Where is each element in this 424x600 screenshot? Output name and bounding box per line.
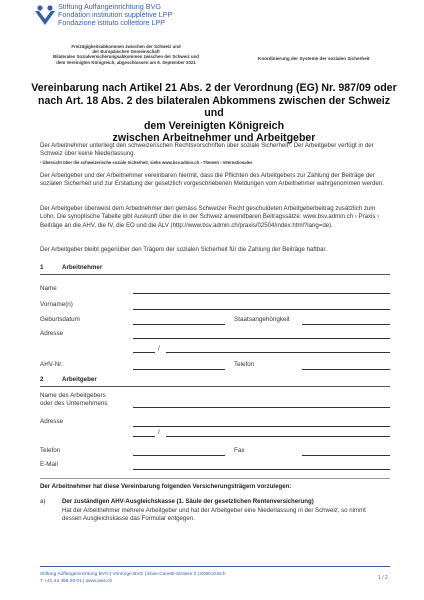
nationality-field[interactable] xyxy=(302,324,390,325)
employer-name-label xyxy=(40,392,108,408)
paragraph-duties: Der Arbeitgeber und der Arbeitnehmer vereinbaren hiermit, dass die Pflichten des Arbeitgebers zur Zahlung der Beiträge der sozialen Sicherheit und zur Erstattung der gesetzlich vorgeschriebenen Meldungen vom Arbeitnehmer wahrgenommen werden. xyxy=(40,172,384,188)
birthdate-field[interactable] xyxy=(133,324,225,325)
employee-name-field[interactable] xyxy=(133,293,390,294)
coordination-label: Koordinierung der Systeme der sozialen Sicherheit xyxy=(258,56,370,61)
footer-divider xyxy=(40,566,390,567)
title-line: Vereinbarung nach Artikel 21 Abs. 2 der Verordnung (EG) Nr. 987/09 oder xyxy=(31,82,397,94)
footnote: ¹ Übersicht über die schweizerische soziale Sicherheit, siehe www.bsv.admin.ch › Themen › Internationales xyxy=(40,160,253,165)
section2-divider xyxy=(40,386,390,387)
footer-line: Stiftung Auffangeinrichtung BVG | Vorsorge BVG | Elias-Canetti-Strasse 2 | 8050 Zürich xyxy=(40,572,226,577)
agreement-line: Bilaterales Sozialversicherungsabkommen zwischen der Schweiz und xyxy=(53,54,199,60)
section1-divider xyxy=(40,274,390,275)
employee-address-label: Adresse xyxy=(40,330,64,337)
employer-address-label: Adresse xyxy=(40,418,64,425)
footer xyxy=(40,571,226,585)
employer-address-field[interactable] xyxy=(133,426,390,427)
address-separator: / xyxy=(158,345,160,352)
employer-name-label-line: Name des Arbeitgebers xyxy=(40,392,106,399)
employee-phone-field[interactable] xyxy=(302,369,390,370)
birthdate-label: Geburtsdatum xyxy=(40,316,80,323)
employee-name-label: Name xyxy=(40,285,57,292)
employer-name-label-line: oder des Unternehmens xyxy=(40,400,108,407)
employer-email-field[interactable] xyxy=(133,469,390,470)
item-text: Hat der Arbeitnehmer mehrere Arbeitgeber und hat der Arbeitgeber eine Niederlassung in der Schweiz, so nimmt dessen Ausgleichskasse das Formular entgegen. xyxy=(62,507,366,523)
employer-fax-label: Fax xyxy=(234,447,245,454)
employer-email-label: E-Mail xyxy=(40,461,58,468)
employee-city-field[interactable] xyxy=(166,352,390,353)
ahv-number-label: AHV-Nr. xyxy=(40,361,63,368)
title-line: zwischen Arbeitnehmer und Arbeitgeber xyxy=(112,132,316,145)
section2-number: 2 xyxy=(40,376,44,383)
nationality-label: Staatsangehörigkeit xyxy=(234,316,290,323)
agreements-header xyxy=(41,44,211,65)
logo-line: Stiftung Auffangeinrichtung BVG xyxy=(58,2,161,11)
ahv-number-field[interactable] xyxy=(133,369,225,370)
title-line: dem Vereinigten Königreich xyxy=(143,119,285,132)
employer-name-field[interactable] xyxy=(133,407,390,408)
address-separator: / xyxy=(158,429,160,436)
employer-fax-field[interactable] xyxy=(302,455,390,456)
logo-text xyxy=(58,3,172,27)
paragraph-liability: Der Arbeitgeber bleibt gegenüber den Trägern der sozialen Sicherheit für die Zahlung der Beiträge haftbar. xyxy=(40,246,327,253)
foundation-logo-icon xyxy=(34,4,56,26)
paragraph-contribution: Der Arbeitgeber überweist dem Arbeitnehmer den gemäss Schweizer Recht geschuldeten Arbeitgeberbeitrag zusätzlich zum Lohn. Die synoptische Tabelle gibt Auskunft über die in der Schweiz anwendbaren Beitragssätze: www.bsv.admin.ch › Praxis › Beiträge an die AHV, die IV, die EO und die ALV (http://www.bsv.admin.ch/praxis/02504/index.html?lang=de). xyxy=(40,205,380,229)
employee-zip-field[interactable] xyxy=(133,352,155,353)
logo-line: Fondation institution supplétive LPP xyxy=(58,10,173,19)
employer-city-field[interactable] xyxy=(166,436,390,437)
logo-line: Fondazione istituto collettore LPP xyxy=(58,18,166,27)
page-number: 1 / 2 xyxy=(378,575,388,581)
agreement-line: der Europäischen Gemeinschaft xyxy=(92,49,160,55)
agreement-line: dem Vereinigten Königreich, abgeschlossen am 9. September 2021 xyxy=(56,59,196,65)
employer-phone-field[interactable] xyxy=(133,455,225,456)
employee-firstname-label: Vorname(n) xyxy=(40,301,73,308)
item-label: a) xyxy=(40,498,46,505)
employee-firstname-field[interactable] xyxy=(133,309,390,310)
footer-line: T +41 44 468 29 01 | www.aeis.ch xyxy=(40,579,113,584)
title-line: nach Art. 18 Abs. 2 des bilateralen Abkommens zwischen der Schweiz und xyxy=(37,94,391,120)
agreement-line: Freizügigkeitsabkommen zwischen der Schweiz und xyxy=(71,44,181,49)
paragraph-intro: Der Arbeitnehmer unterliegt den schweizerischen Rechtsvorschriften über soziale Sicherheit¹. Der Arbeitgeber verfügt in der Schweiz über keine Niederlassung. xyxy=(40,142,374,158)
closing-divider xyxy=(40,478,390,479)
employer-zip-field[interactable] xyxy=(133,436,155,437)
employee-phone-label: Telefon xyxy=(234,361,255,368)
employer-phone-label: Telefon xyxy=(40,447,61,454)
closing-lead: Der Arbeitnehmer hat diese Vereinbarung folgenden Versicherungsträgern vorzulegen: xyxy=(40,483,292,490)
section2-heading: Arbeitgeber xyxy=(62,376,97,383)
section1-heading: Arbeitnehmer xyxy=(62,264,103,271)
document-title xyxy=(28,82,400,145)
employee-address-field[interactable] xyxy=(133,338,390,339)
section1-number: 1 xyxy=(40,264,44,271)
item-title: Der zuständigen AHV-Ausgleichskasse (1. Säule der gesetzlichen Rentenversicherung) xyxy=(62,498,314,505)
